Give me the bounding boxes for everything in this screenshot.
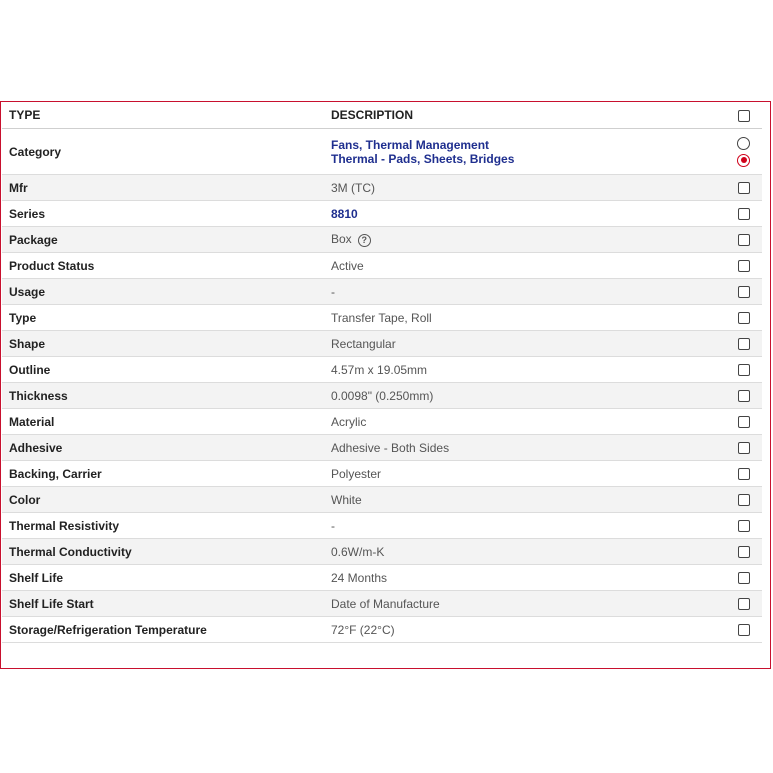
row-select-cell xyxy=(710,253,762,279)
series-link[interactable]: 8810 xyxy=(331,206,358,221)
row-type: Backing, Carrier xyxy=(2,461,324,487)
row-description xyxy=(324,383,710,409)
category-radio-thermal-pads[interactable] xyxy=(737,154,750,167)
row-select-cell xyxy=(710,409,762,435)
row-select-cell xyxy=(710,487,762,513)
category-option-link[interactable]: Fans, Thermal Management xyxy=(331,137,490,152)
row-description xyxy=(324,175,710,201)
row-select-checkbox[interactable] xyxy=(738,234,750,246)
row-value: Rectangular xyxy=(331,336,396,351)
row-type: Material xyxy=(2,409,324,435)
row-select-checkbox[interactable] xyxy=(738,520,750,532)
row-value: 4.57m x 19.05mm xyxy=(331,362,428,377)
row-description xyxy=(324,409,710,435)
row-select-cell xyxy=(710,279,762,305)
row-select-checkbox[interactable] xyxy=(738,546,750,558)
row-type: Package xyxy=(2,227,324,253)
table-row xyxy=(2,279,762,305)
row-value: 0.0098" (0.250mm) xyxy=(331,388,434,403)
row-value: Acrylic xyxy=(331,414,367,429)
row-value: White xyxy=(331,492,362,507)
row-value: - xyxy=(331,518,335,533)
row-select-checkbox[interactable] xyxy=(738,312,750,324)
row-type: Outline xyxy=(2,357,324,383)
help-icon[interactable]: ? xyxy=(358,234,371,247)
row-description xyxy=(324,617,710,643)
row-description xyxy=(324,253,710,279)
row-description xyxy=(324,357,710,383)
row-description xyxy=(324,435,710,461)
category-option-link[interactable]: Thermal - Pads, Sheets, Bridges xyxy=(331,151,515,166)
row-description xyxy=(324,487,710,513)
header-type: TYPE xyxy=(2,102,324,129)
row-value: Transfer Tape, Roll xyxy=(331,310,432,325)
table-row-category xyxy=(2,129,762,175)
table-row xyxy=(2,305,762,331)
row-type: Shelf Life Start xyxy=(2,591,324,617)
row-select-checkbox[interactable] xyxy=(738,416,750,428)
table-row xyxy=(2,617,762,643)
row-description xyxy=(324,539,710,565)
row-value: 0.6W/m-K xyxy=(331,544,385,559)
row-select-checkbox[interactable] xyxy=(738,260,750,272)
row-select-checkbox[interactable] xyxy=(738,624,750,636)
row-description xyxy=(324,279,710,305)
row-select-cell xyxy=(710,435,762,461)
row-value: Date of Manufacture xyxy=(331,596,440,611)
row-description xyxy=(324,565,710,591)
row-description xyxy=(324,227,710,253)
table-row xyxy=(2,487,762,513)
table-row xyxy=(2,253,762,279)
row-type: Color xyxy=(2,487,324,513)
attributes-panel xyxy=(0,101,771,669)
row-type: Series xyxy=(2,201,324,227)
category-radio-fans[interactable] xyxy=(737,137,750,150)
select-all-checkbox[interactable] xyxy=(738,110,750,122)
row-select-cell xyxy=(710,565,762,591)
table-row xyxy=(2,461,762,487)
row-type: Adhesive xyxy=(2,435,324,461)
row-select-cell xyxy=(710,357,762,383)
row-type: Shelf Life xyxy=(2,565,324,591)
row-select-cell xyxy=(710,591,762,617)
row-type: Shape xyxy=(2,331,324,357)
table-row xyxy=(2,175,762,201)
product-attributes-table xyxy=(2,102,762,643)
row-select-cell xyxy=(710,331,762,357)
table-row xyxy=(2,409,762,435)
table-row xyxy=(2,435,762,461)
row-select-cell xyxy=(710,461,762,487)
row-type: Category xyxy=(2,129,324,175)
row-type: Mfr xyxy=(2,175,324,201)
row-description xyxy=(324,129,710,175)
table-row xyxy=(2,565,762,591)
table-header-row xyxy=(2,102,762,129)
row-value: Active xyxy=(331,258,364,273)
row-select-cell xyxy=(710,539,762,565)
row-select-cell xyxy=(710,617,762,643)
header-description: DESCRIPTION xyxy=(324,102,710,129)
row-select-checkbox[interactable] xyxy=(738,208,750,220)
table-row xyxy=(2,539,762,565)
row-value: Adhesive - Both Sides xyxy=(331,440,450,455)
row-select-checkbox[interactable] xyxy=(738,598,750,610)
row-select-cell xyxy=(710,383,762,409)
table-row xyxy=(2,201,762,227)
row-value: Box xyxy=(331,232,352,247)
row-description xyxy=(324,513,710,539)
row-select-checkbox[interactable] xyxy=(738,390,750,402)
row-select-checkbox[interactable] xyxy=(738,494,750,506)
row-description xyxy=(324,331,710,357)
header-select-cell xyxy=(710,102,762,129)
table-row xyxy=(2,331,762,357)
row-select-checkbox[interactable] xyxy=(738,364,750,376)
row-select-checkbox[interactable] xyxy=(738,442,750,454)
table-row xyxy=(2,383,762,409)
row-select-cell xyxy=(710,513,762,539)
row-select-checkbox[interactable] xyxy=(738,468,750,480)
row-description xyxy=(324,461,710,487)
row-select-checkbox[interactable] xyxy=(738,286,750,298)
row-type: Product Status xyxy=(2,253,324,279)
row-value: Polyester xyxy=(331,466,382,481)
table-row xyxy=(2,227,762,253)
row-select-cell xyxy=(710,201,762,227)
row-select-checkbox[interactable] xyxy=(738,572,750,584)
row-type: Type xyxy=(2,305,324,331)
row-type: Thermal Conductivity xyxy=(2,539,324,565)
row-select-cell xyxy=(710,305,762,331)
row-description xyxy=(324,591,710,617)
row-description xyxy=(324,201,710,227)
row-type: Storage/Refrigeration Temperature xyxy=(2,617,324,643)
row-select-cell xyxy=(710,227,762,253)
row-select-cell xyxy=(710,129,762,175)
table-row xyxy=(2,513,762,539)
row-select-checkbox[interactable] xyxy=(738,338,750,350)
row-value: - xyxy=(331,284,335,299)
table-row xyxy=(2,357,762,383)
row-type: Thickness xyxy=(2,383,324,409)
row-select-cell xyxy=(710,175,762,201)
row-value: 3M (TC) xyxy=(331,180,375,195)
row-description xyxy=(324,305,710,331)
row-select-checkbox[interactable] xyxy=(738,182,750,194)
table-row xyxy=(2,591,762,617)
row-type: Usage xyxy=(2,279,324,305)
row-value: 24 Months xyxy=(331,570,388,585)
row-type: Thermal Resistivity xyxy=(2,513,324,539)
row-value: 72°F (22°C) xyxy=(331,622,395,637)
